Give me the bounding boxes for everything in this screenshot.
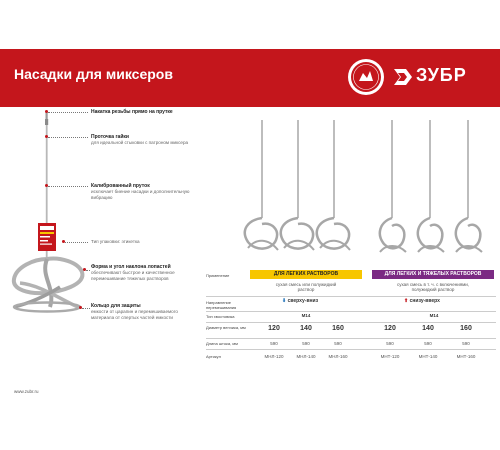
article-heavy-1: МНТ-120 [380,354,400,359]
callout-line [48,137,88,138]
row-label-diameter: Диаметр венчика, мм [206,325,246,330]
divider [206,311,496,312]
diameter-light-2: 140 [300,325,312,332]
callout-line [82,308,90,309]
article-light-3: МНЛ-160 [328,354,348,359]
divider [206,322,496,323]
callout-line [48,112,88,113]
mixer-paddle-illustration [0,107,200,397]
callout-thread [91,109,201,115]
product-image [456,120,482,252]
article-light-2: МНЛ-140 [296,354,316,359]
arrow-down-icon: ⬇ [282,298,287,304]
divider [206,349,496,350]
diameter-heavy-2: 140 [422,325,434,332]
callout-line [86,270,90,271]
callout-title: Кольцо для защиты [91,303,141,309]
group-header-heavy: ДЛЯ ЛЕГКИХ И ТЯЖЕЛЫХ РАСТВОРОВ [372,270,494,279]
row-label-article: Артикул [206,354,221,359]
length-heavy-2: 590 [424,341,432,346]
callout-title: Проточка гайки [91,134,129,140]
row-label-direction: Направление перемешивания [206,300,237,310]
callout-calibrated-rod [91,183,196,201]
length-light-2: 590 [302,341,310,346]
product-image [317,120,350,250]
article-heavy-2: МНТ-140 [418,354,438,359]
divider [206,296,496,297]
callout-desc: емкости от царапин и перемешиваемого материала от спертых частей емкости [91,309,178,320]
shank-heavy: М14 [429,313,439,318]
brand-name: ЗУБР [416,65,467,85]
article-light-1: МНЛ-120 [264,354,284,359]
length-light-3: 590 [334,341,342,346]
footer-url[interactable]: www.zubr.ru [14,389,39,394]
callout-nut-groove [91,134,196,146]
row-label-purpose: Применение [206,273,230,278]
callout-packaging [91,239,196,245]
direction-light-label: сверху-вниз [287,298,319,304]
callout-title: Накатка резьбы прямо на прутке [91,109,173,115]
callout-desc: для идеальной стыковки с патроном миксера [91,140,189,145]
callout-protective-ring [91,303,196,321]
length-light-1: 590 [270,341,278,346]
product-images-row [226,118,496,268]
length-heavy-3: 590 [462,341,470,346]
group-header-light: ДЛЯ ЛЕГКИХ РАСТВОРОВ [250,270,362,279]
header-banner [0,49,500,107]
row-label-shank: Тип хвостовика [206,314,235,319]
shank-light: М14 [301,313,311,318]
diameter-heavy-3: 160 [460,325,472,332]
direction-heavy-label: снизу-вверх [409,298,440,304]
direction-heavy [404,298,464,304]
purpose-light: сухая смесь или полужидкий раствор [275,282,337,292]
product-image [380,120,406,252]
callout-line [48,186,88,187]
diameter-heavy-1: 120 [384,325,396,332]
divider [206,338,496,339]
purpose-heavy: сухая смесь в т. ч. с включениями, полужидкий раствор [396,282,470,292]
diameter-light-1: 120 [268,325,280,332]
callout-title: Калиброванный пруток [91,183,150,189]
callout-desc: Тип упаковки: этикетка [91,239,140,244]
length-heavy-1: 590 [386,341,394,346]
brand-seal-icon [346,57,386,97]
product-image [418,120,444,252]
direction-light [282,298,342,304]
page-title: Насадки для миксеров [14,66,173,82]
callout-blade-shape [91,264,196,282]
callout-line [65,242,88,243]
callout-desc: исключает биение насадки и дополнительную вибрацию [91,189,190,200]
callout-desc: обеспечивают быстрое и качественное перемешивание тяжелых растворов [91,270,175,281]
product-image [245,120,278,250]
callout-title: Форма и угол наклона лопастей [91,264,171,270]
row-label-length: Длина штока, мм [206,341,238,346]
product-image [281,120,314,250]
article-heavy-3: МНТ-160 [456,354,476,359]
arrow-up-icon: ⬆ [404,298,409,304]
diameter-light-3: 160 [332,325,344,332]
